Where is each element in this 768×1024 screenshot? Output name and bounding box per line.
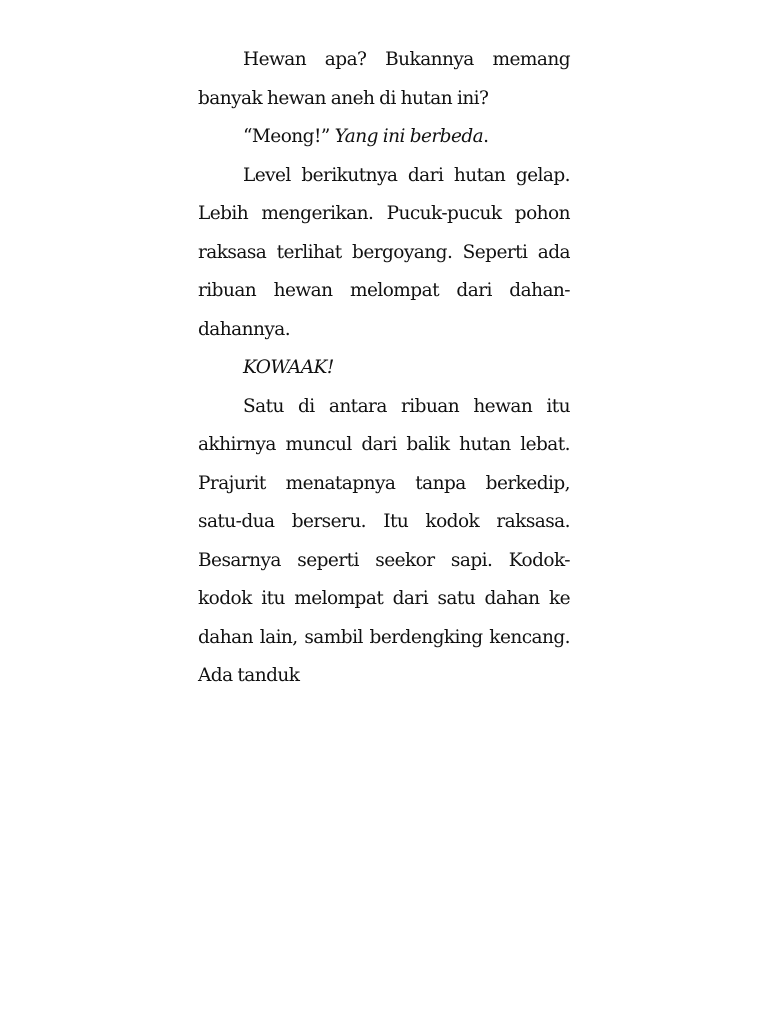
period-text: . [483, 126, 489, 147]
paragraph-1 [198, 41, 570, 118]
paragraph-text: Level berikutnya dari hutan gelap. Lebih mengerikan. Pucuk-pucuk pohon raksasa terlihat bergoyang. Seperti ada ribuan hewan melompat dari dahan-dahannya. [198, 164, 570, 340]
paragraph-4 [198, 349, 570, 388]
italic-thought-text: Yang ini berbeda [334, 126, 484, 147]
paragraph-text: Satu di antara ribuan hewan itu akhirnya muncul dari balik hutan lebat. Prajurit menatapnya tanpa berkedip, satu-dua berseru. Itu kodok raksasa. Besarnya seperti seekor sapi. Kodok-kodok itu melompat dari satu dahan ke dahan lain, sambil berdengking kencang. Ada tanduk [198, 395, 570, 686]
sound-effect-text: KOWAAK! [243, 357, 334, 378]
paragraph-3 [198, 157, 570, 350]
paragraph-text: Hewan apa? Bukannya memang banyak hewan aneh di hutan ini? [198, 49, 570, 109]
paragraph-2 [198, 118, 570, 157]
dialogue-text: “Meong!” [243, 126, 335, 147]
book-page-text [198, 41, 570, 696]
paragraph-5 [198, 388, 570, 696]
